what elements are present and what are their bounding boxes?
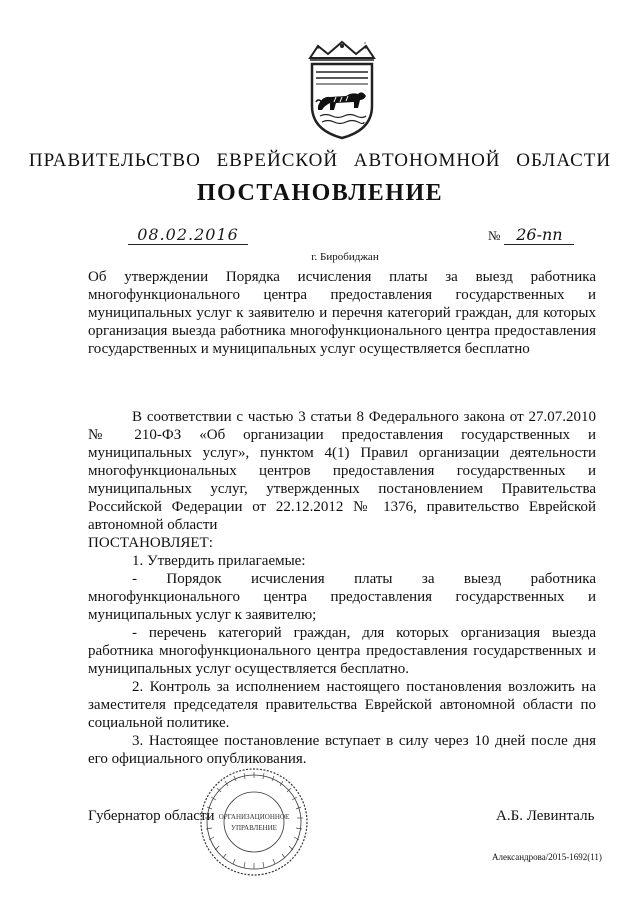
decree-keyword: ПОСТАНОВЛЯЕТ: <box>88 535 213 551</box>
government-title: ПРАВИТЕЛЬСТВО ЕВРЕЙСКОЙ АВТОНОМНОЙ ОБЛАСТИ <box>28 150 612 171</box>
decree-number: 26-пп <box>504 226 574 245</box>
item-1a: - Порядок исчисления платы за выезд работника многофункционального центра предоставления государственных и муниципальных услуг к заявителю; <box>88 571 596 623</box>
item-1b: - перечень категорий граждан, для которых организация выезда работника многофункционального центра предоставления государственных и муниципальных услуг осуществляется бесплатно. <box>88 625 596 677</box>
decree-number-block <box>488 226 574 245</box>
stamp-line-2: УПРАВЛЕНИЕ <box>231 824 277 832</box>
document-type-title: ПОСТАНОВЛЕНИЕ <box>196 180 444 206</box>
number-sign: № <box>488 228 501 243</box>
city-label: г. Биробиджан <box>311 251 379 263</box>
item-1: 1. Утвердить прилагаемые: <box>132 553 306 569</box>
reference-code: Александрова/2015-1692(11) <box>492 852 602 862</box>
signature-position: Губернатор области <box>88 808 215 824</box>
official-stamp <box>198 766 310 878</box>
coat-of-arms-emblem <box>300 40 384 140</box>
decree-date: 08.02.2016 <box>128 226 248 245</box>
signatory-name: А.Б. Левинталь <box>496 808 595 824</box>
item-2: 2. Контроль за исполнением настоящего постановления возложить на заместителя председателя правительства Еврейской автономной области по социальной политике. <box>88 679 596 731</box>
preamble-paragraph: В соответствии с частью 3 статьи 8 Федерального закона от 27.07.2010 № 210-ФЗ «Об организации предоставления государственных и муниципальных услуг», пунктом 4(1) Правил организации деятельности многофункциональных центров предоставления государственных и муниципальных услуг, утвержденных постановлением Правительства Российской Федерации от 22.12.2012 № 1376, правительство Еврейской автономной области <box>88 409 596 533</box>
decree-subject: Об утверждении Порядка исчисления платы за выезд работника многофункционального центра предоставления государственных и муниципальных услуг к заявителю и перечня категорий граждан, для которых организация выезда работника многофункционального центра предоставления государственных и муниципальных услуг осуществляется бесплатно <box>88 269 596 357</box>
decree-body <box>88 408 596 768</box>
stamp-line-1: ОРГАНИЗАЦИОННОЕ <box>218 813 290 821</box>
item-3: 3. Настоящее постановление вступает в силу через 10 дней после дня его официального опубликования. <box>88 733 596 767</box>
